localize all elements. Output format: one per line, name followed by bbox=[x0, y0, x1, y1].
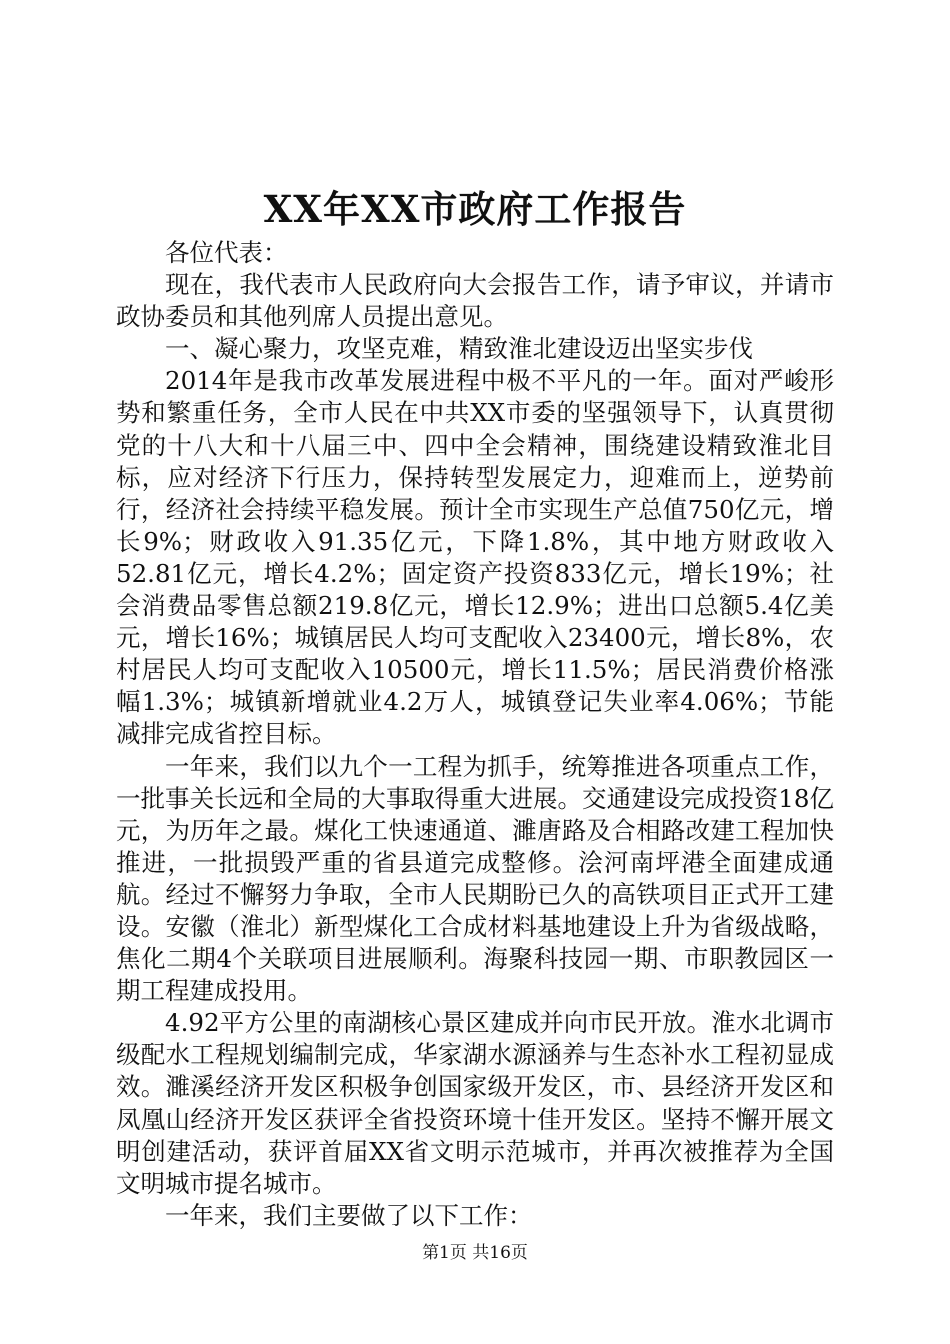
document-body bbox=[116, 237, 834, 1232]
document-title: XX年XX市政府工作报告 bbox=[263, 187, 687, 231]
section-heading-1: 一、凝心聚力，攻坚克难，精致淮北建设迈出坚实步伐 bbox=[165, 334, 753, 364]
page-number-footer: 第1页 共16页 bbox=[422, 1243, 528, 1263]
paragraph-south-lake: 4.92平方公里的南湖核心景区建成并向市民开放。淮水北调市级配水工程规划编制完成，华家湖水源涵养与生态补水工程初显成效。濉溪经济开发区积极争创国家级开发区，市、县经济开发区和凤凰山经济开发区获评全省投资环境十佳开发区。坚持不懈开展文明创建活动，获评首届XX省文明示范城市，并再次被推荐为全国文明城市提名城市。 bbox=[116, 1008, 834, 1198]
paragraph-2014-review: 2014年是我市改革发展进程中极不平凡的一年。面对严峻形势和繁重任务，全市人民在中共XX市委的坚强领导下，认真贯彻党的十八大和十八届三中、四中全会精神，围绕建设精致淮北目标，应对经济下行压力，保持转型发展定力，迎难而上，逆势前行，经济社会持续平稳发展。预计全市实现生产总值750亿元，增长9%；财政收入91.35亿元，下降1.8%，其中地方财政收入52.81亿元，增长4.2%；固定资产投资833亿元，增长19%；社会消费品零售总额219.8亿元，增长12.9%；进出口总额5.4亿美元，增长16%；城镇居民人均可支配收入23400元，增长8%，农村居民人均可支配收入10500元，增长11.5%；居民消费价格涨幅1.3%；城镇新增就业4.2万人，城镇登记失业率4.06%；节能减排完成省控目标。 bbox=[116, 366, 834, 749]
paragraph-salutation: 各位代表： bbox=[165, 238, 288, 267]
paragraph-main-work: 一年来，我们主要做了以下工作： bbox=[165, 1200, 533, 1230]
paragraph-key-projects: 一年来，我们以九个一工程为抓手，统筹推进各项重点工作，一批事关长远和全局的大事取得重大进展。交通建设完成投资18亿元，为历年之最。煤化工快速通道、濉唐路及合相路改建工程加快推进，一批损毁严重的省县道完成整修。浍河南坪港全面建成通航。经过不懈努力争取，全市人民期盼已久的高铁项目正式开工建设。安徽（淮北）新型煤化工合成材料基地建设上升为省级战略，焦化二期4个关联项目进展顺利。海聚科技园一期、市职教园区一期工程建成投用。 bbox=[116, 751, 834, 1006]
paragraph-intro: 现在，我代表市人民政府向大会报告工作，请予审议，并请市政协委员和其他列席人员提出意见。 bbox=[116, 270, 834, 332]
